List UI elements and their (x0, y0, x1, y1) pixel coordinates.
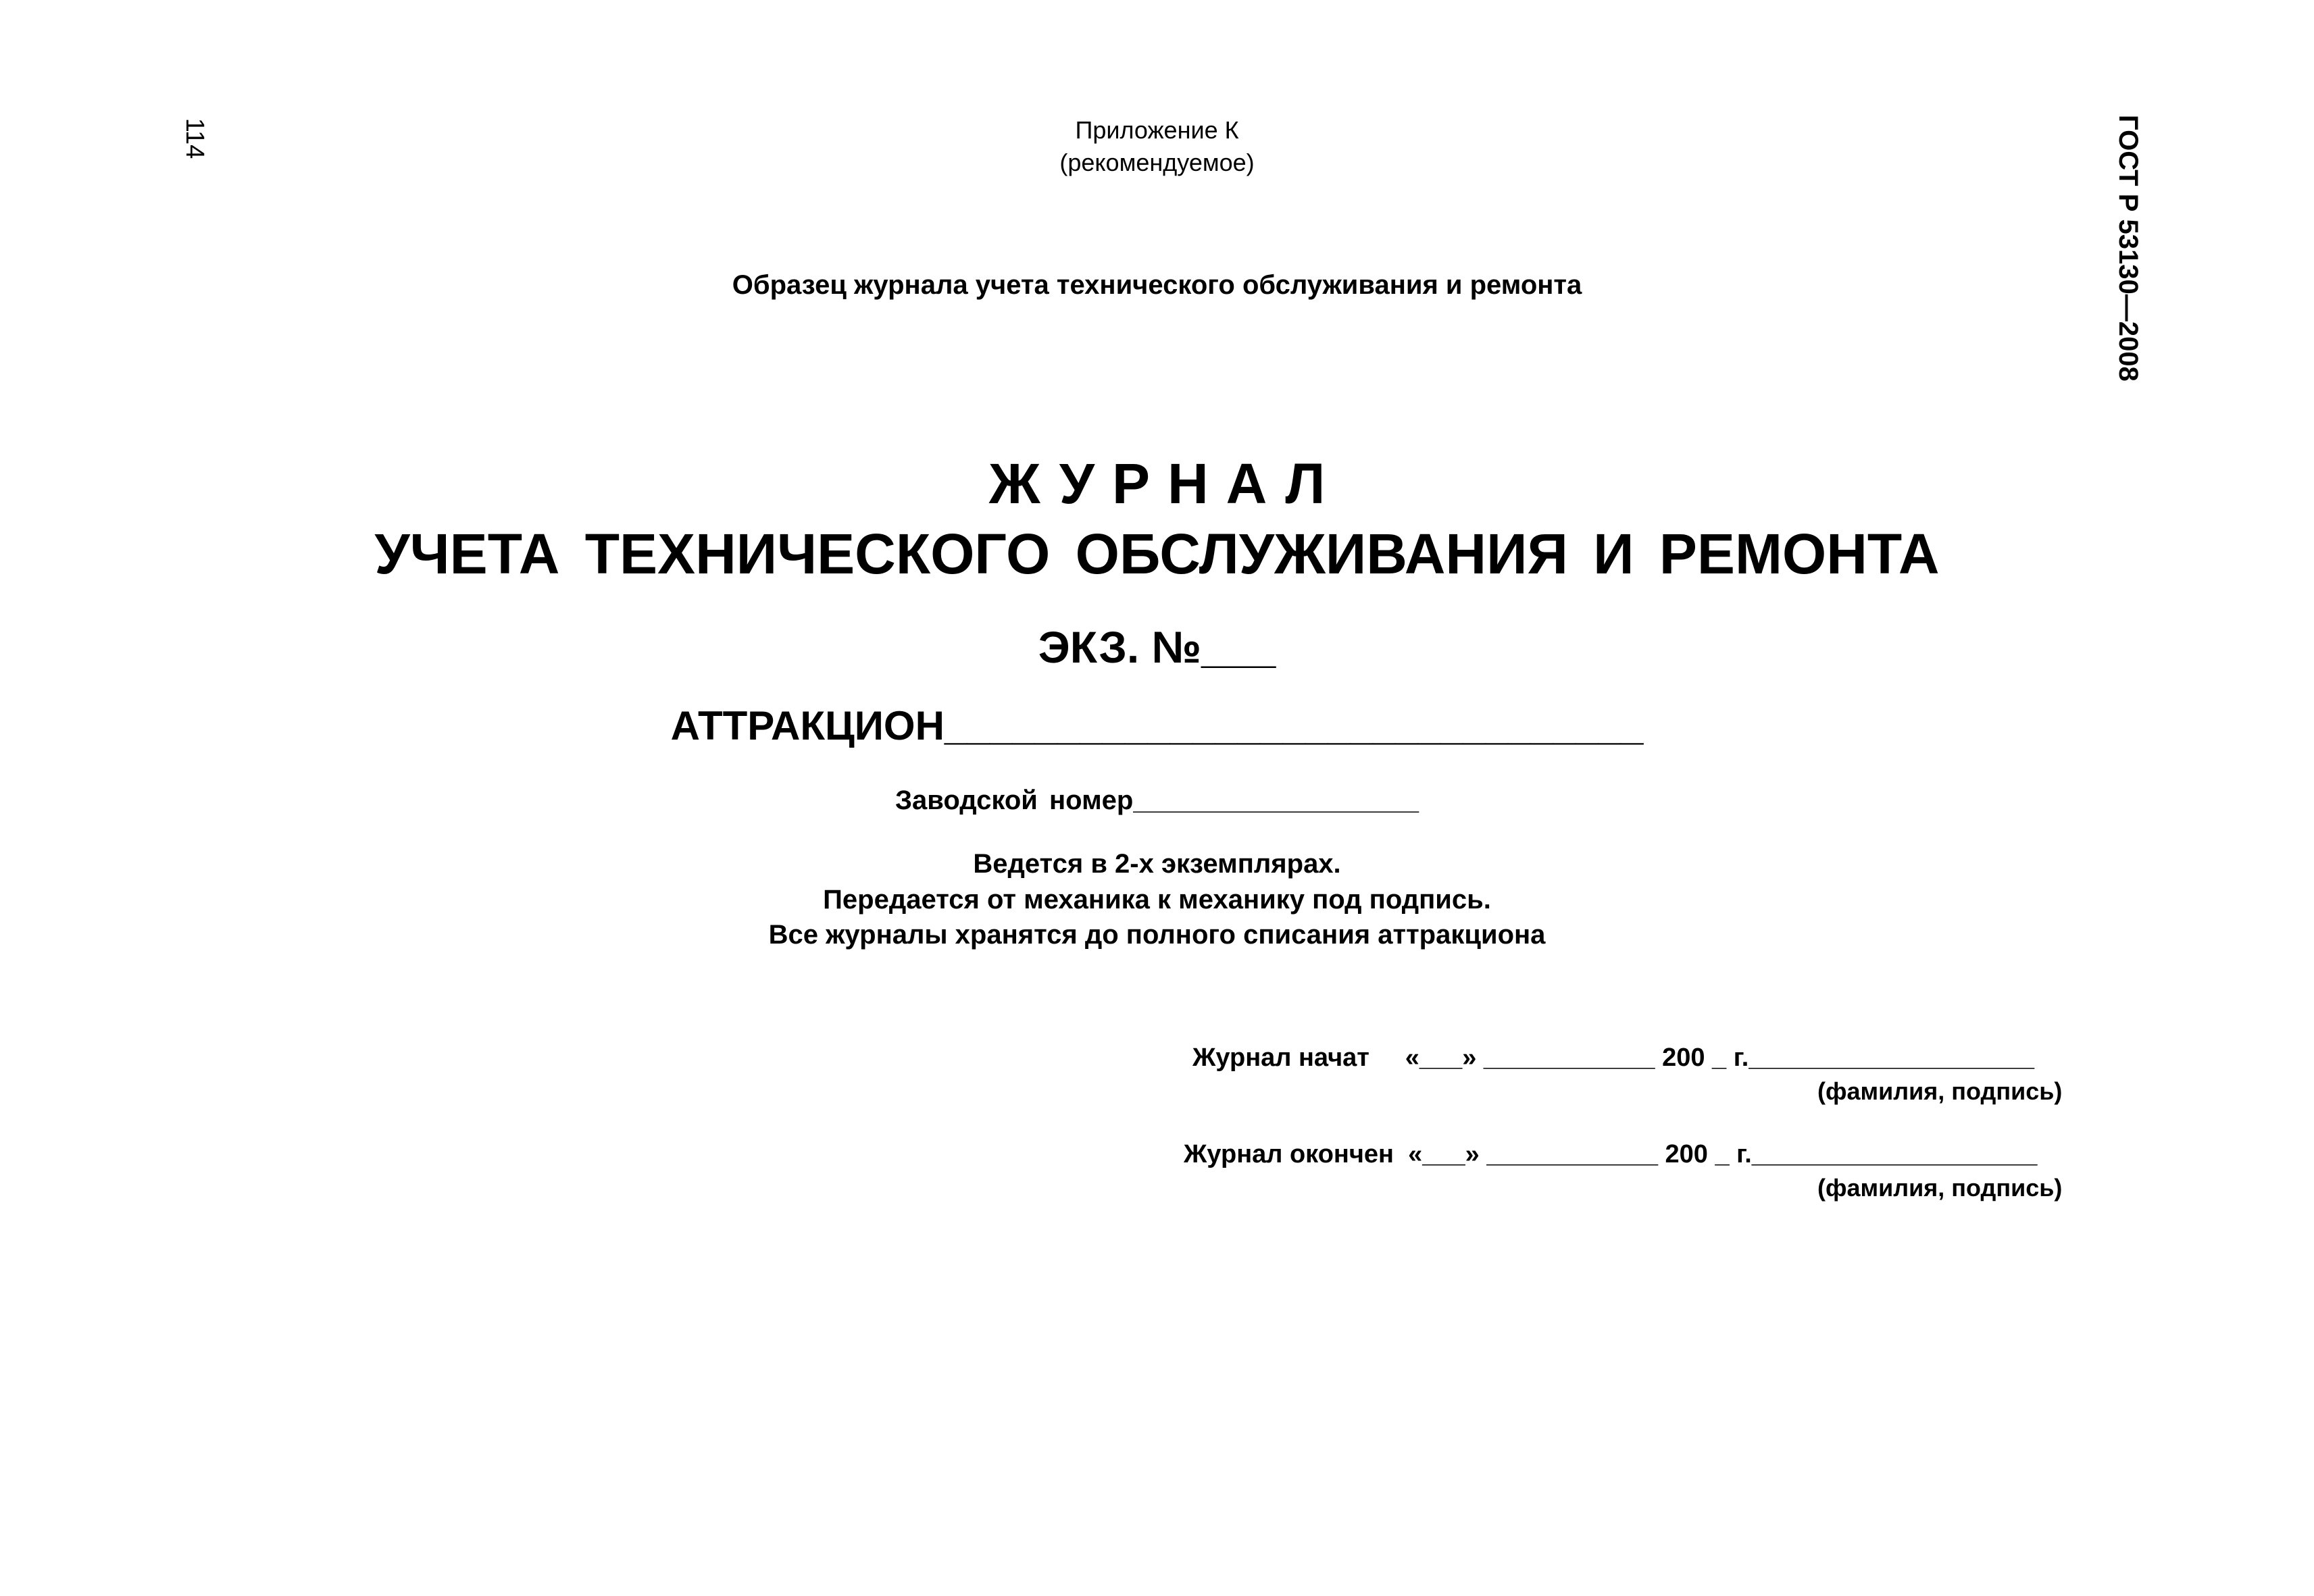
note-line: Передается от механика к механику под подпись. (823, 885, 1491, 915)
signature-caption: (фамилия, подпись) (1817, 1077, 2063, 1105)
journal-finished-line: Журнал окончен «___» ____________ 200 _ г.____________________ (1184, 1140, 2038, 1168)
note-line: Все журналы хранятся до полного списания аттракциона (768, 920, 1546, 950)
journal-word: ЖУРНАЛ (988, 452, 1343, 515)
sample-title: Образец журнала учета технического обслуживания и ремонта (732, 270, 1582, 300)
journal-started-line: Журнал начат «___» ____________ 200 _ г.____________________ (1192, 1044, 2035, 1072)
journal-title: УЧЕТА ТЕХНИЧЕСКОГО ОБСЛУЖИВАНИЯ И РЕМОНТА (374, 522, 1940, 586)
standard-code: ГОСТ Р 53130—2008 (2113, 115, 2143, 382)
note-line: Ведется в 2-х экземплярах. (973, 849, 1341, 879)
copy-number-field: ЭКЗ. №___ (1038, 622, 1276, 672)
appendix-title: Приложение К (1075, 116, 1239, 144)
serial-number-field: Заводской номер___________________ (895, 786, 1419, 815)
signature-caption: (фамилия, подпись) (1817, 1174, 2063, 1202)
page-number: 114 (180, 118, 209, 159)
appendix-subtitle: (рекомендуемое) (1059, 149, 1255, 176)
attraction-field: АТТРАКЦИОН_______________________________ (670, 703, 1644, 748)
